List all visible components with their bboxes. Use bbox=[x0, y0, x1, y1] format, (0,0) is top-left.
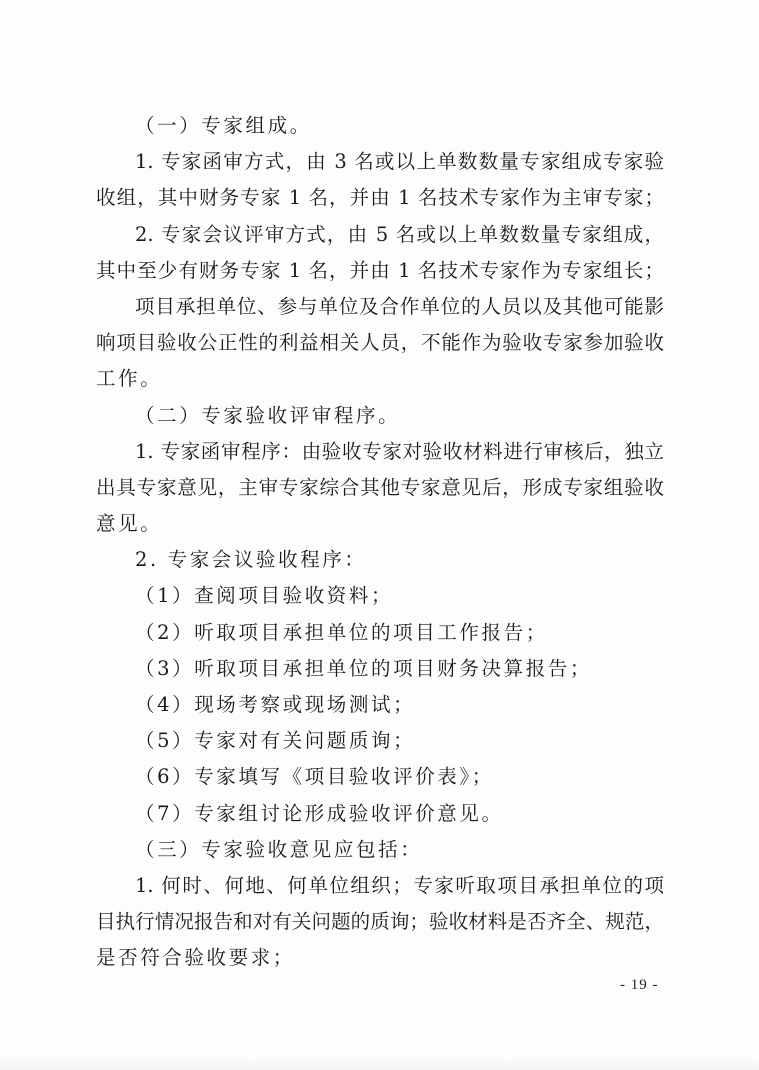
paragraph-line: 意见。 bbox=[96, 512, 163, 536]
paragraph-line: 1. 专家函审方式，由 3 名或以上单数数量专家组成专家验 bbox=[135, 150, 664, 174]
paragraph-line: 1. 何时、何地、何单位组织；专家听取项目承担单位的项 bbox=[135, 873, 664, 897]
list-item: （2）听取项目承担单位的项目工作报告； bbox=[135, 620, 548, 644]
section-heading-review-procedure: （二）专家验收评审程序。 bbox=[135, 403, 401, 427]
paragraph-line: 其中至少有财务专家 1 名，并由 1 名技术专家作为专家组长； bbox=[96, 258, 664, 282]
page-bottom-edge bbox=[0, 1056, 759, 1070]
list-item: （5）专家对有关问题质询； bbox=[135, 729, 416, 753]
list-item: （7）专家组讨论形成验收评价意见。 bbox=[135, 801, 504, 825]
paragraph-line: 项目承担单位、参与单位及合作单位的人员以及其他可能影 bbox=[135, 294, 664, 318]
paragraph-line: 出具专家意见，主审专家综合其他专家意见后，形成专家组验收 bbox=[96, 475, 664, 499]
page-number: - 19 - bbox=[620, 977, 659, 993]
list-item: （3）听取项目承担单位的项目财务决算报告； bbox=[135, 656, 593, 680]
paragraph-line: 响项目验收公正性的利益相关人员，不能作为验收专家参加验收 bbox=[96, 331, 664, 355]
list-item: （1）查阅项目验收资料； bbox=[135, 584, 394, 608]
list-item: （6）专家填写《项目验收评价表》； bbox=[135, 765, 494, 789]
paragraph-line: 工作。 bbox=[96, 367, 163, 391]
section-heading-acceptance-opinion: （三）专家验收意见应包括： bbox=[135, 837, 423, 861]
paragraph-line: 是否符合验收要求； bbox=[96, 946, 295, 970]
list-item: （4）现场考察或现场测试； bbox=[135, 693, 416, 716]
section-heading-expert-composition: （一）专家组成。 bbox=[135, 114, 312, 137]
paragraph-line: 目执行情况报告和对有关问题的质询；验收材料是否齐全、规范， bbox=[96, 910, 664, 934]
paragraph-line: 2. 专家会议评审方式，由 5 名或以上单数数量专家组成， bbox=[135, 222, 664, 246]
document-body bbox=[96, 108, 664, 977]
paragraph-line: 1. 专家函审程序：由验收专家对验收材料进行审核后，独立 bbox=[135, 439, 664, 463]
paragraph-line: 2. 专家会议验收程序： bbox=[135, 548, 367, 572]
paragraph-line: 收组，其中财务专家 1 名，并由 1 名技术专家作为主审专家； bbox=[96, 186, 664, 210]
